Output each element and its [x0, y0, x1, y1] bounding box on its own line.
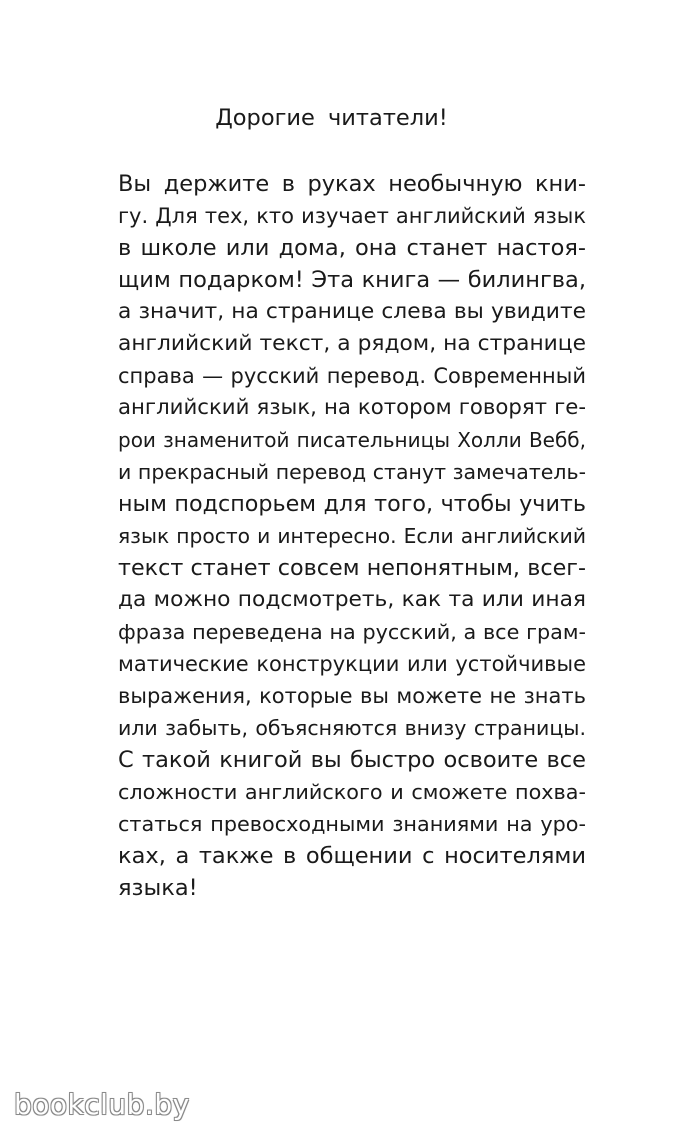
page-heading: Дорогие читатели!	[215, 105, 448, 131]
text-line: ках, а также в общении с носителями	[118, 843, 586, 869]
text-line: или забыть, объясняются внизу страницы.	[118, 716, 586, 740]
text-line: и прекрасный перевод станут замечатель-	[118, 460, 586, 484]
text-line: да можно подсмотреть, как та или иная	[118, 587, 586, 612]
text-line: текст станет совсем непонятным, всег-	[118, 555, 586, 581]
text-line: английский язык, на котором говорят ге-	[118, 395, 586, 420]
watermark: bookclub.by	[14, 1088, 190, 1121]
text-line: матические конструкции или устойчивые	[118, 652, 586, 676]
text-line: статься превосходными знаниями на уро-	[118, 812, 586, 836]
text-line: Вы держите в руках необычную кни-	[118, 171, 586, 197]
text-line: щим подарком! Эта книга — билингва,	[118, 267, 586, 293]
text-line: английский текст, а рядом, на странице	[118, 331, 586, 356]
body-paragraph	[118, 168, 586, 904]
text-line: а значит, на странице слева вы увидите	[118, 299, 586, 324]
text-line: рои знаменитой писательницы Холли Вебб,	[118, 428, 586, 452]
text-line: сложности английского и сможете похва-	[118, 780, 586, 804]
text-line: язык просто и интересно. Если английский	[118, 524, 586, 548]
text-line: выражения, которые вы можете не знать	[118, 684, 586, 708]
text-line: справа — русский перевод. Современный	[118, 364, 586, 388]
text-line: гу. Для тех, кто изучает английский язык	[118, 204, 586, 228]
text-line: в школе или дома, она станет настоя-	[118, 235, 586, 261]
text-line: ным подспорьем для того, чтобы учить	[118, 491, 586, 517]
text-line: С такой книгой вы быстро освоите все	[118, 747, 586, 773]
text-line: фраза переведена на русский, а все грам-	[118, 620, 586, 644]
text-line: языка!	[118, 875, 198, 901]
